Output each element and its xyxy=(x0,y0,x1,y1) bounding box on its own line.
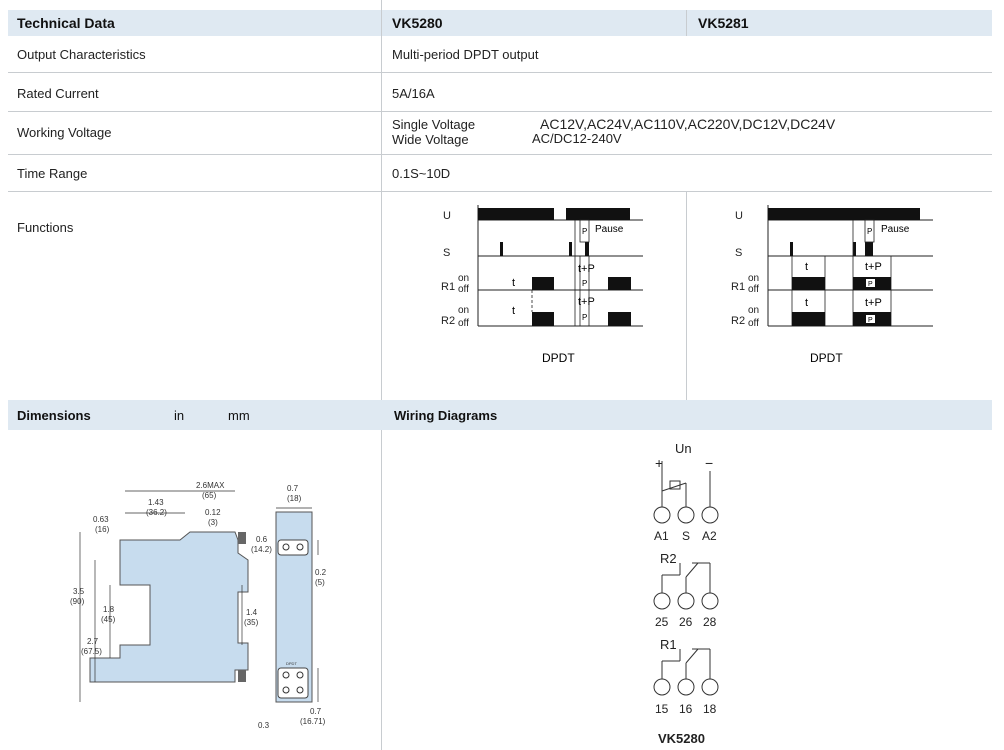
dimensions-in-label: in xyxy=(174,408,185,423)
timing-r1-tp: t+P xyxy=(865,261,882,273)
rated-current-label: Rated Current xyxy=(17,86,99,101)
row-divider xyxy=(8,72,992,73)
time-range-value: 0.1S~10D xyxy=(392,166,451,181)
dim-143: 1.43 xyxy=(148,498,164,507)
single-voltage-label: Single Voltage xyxy=(392,117,476,132)
dimensions-mm-label: mm xyxy=(228,408,250,423)
dim-06: 0.6 xyxy=(256,535,268,544)
dim-26: 2.6MAX xyxy=(196,481,225,490)
model-vk5280-label: VK5280 xyxy=(392,15,443,31)
wiring-plus-label: + xyxy=(655,455,664,471)
timing-r2-t: t xyxy=(512,305,516,317)
wide-voltage-label: Wide Voltage xyxy=(392,132,469,147)
dim-18: 1.8 xyxy=(103,605,115,614)
single-voltage-value: AC12V,AC24V,AC110V,AC220V,DC12V,DC24V xyxy=(540,116,836,132)
dimensions-title: Dimensions xyxy=(17,408,91,423)
timing-r2-off-label: off xyxy=(458,318,469,329)
dim-07amm: (18) xyxy=(287,494,302,503)
functions-divider xyxy=(686,191,687,400)
header-divider-2 xyxy=(686,10,687,36)
dim-02mm: (5) xyxy=(315,578,325,587)
terminal-26: 26 xyxy=(679,615,693,629)
dim-012: 0.12 xyxy=(205,508,221,517)
technical-data-title: Technical Data xyxy=(17,15,115,31)
dim-063: 0.63 xyxy=(93,515,109,524)
row-divider xyxy=(8,154,992,155)
terminal-25: 25 xyxy=(655,615,669,629)
timing-diagram-vk5281 xyxy=(715,200,945,370)
terminal-s: S xyxy=(682,529,691,543)
timing-r1-on-label: on xyxy=(748,273,760,284)
timing-r2-tp: t+P xyxy=(578,296,595,308)
timing-r1-tp: t+P xyxy=(578,263,595,275)
dim-03: 0.3 xyxy=(258,721,270,730)
terminal-a2: A2 xyxy=(702,529,717,543)
timing-r2-label: R2 xyxy=(441,315,456,327)
timing-pause-p: P xyxy=(582,227,588,236)
dim-26mm: (65) xyxy=(202,491,217,500)
timing-r2-on-label: on xyxy=(748,305,760,316)
time-range-label: Time Range xyxy=(17,166,88,181)
timing-r2-label: R2 xyxy=(731,315,746,327)
timing-pause-label: Pause xyxy=(881,224,910,235)
timing-s-label: S xyxy=(443,247,451,259)
timing-caption-vk5280: DPDT xyxy=(542,351,575,365)
timing-r2-on-label: on xyxy=(458,305,470,316)
dim-27: 2.7 xyxy=(87,637,99,646)
dim-06mm: (14.2) xyxy=(251,545,272,554)
output-characteristics-value: Multi-period DPDT output xyxy=(392,47,539,62)
timing-pause-label: Pause xyxy=(595,224,624,235)
row-divider xyxy=(8,111,992,112)
timing-u-label: U xyxy=(735,210,743,222)
timing-r1-off-label: off xyxy=(748,284,759,295)
timing-r1-on-label: on xyxy=(458,273,470,284)
wiring-minus-label: − xyxy=(705,455,714,471)
terminal-28: 28 xyxy=(703,615,717,629)
timing-r2-off-label: off xyxy=(748,318,759,329)
dimensions-wiring-header xyxy=(8,400,992,430)
wiring-un-label: Un xyxy=(675,441,692,456)
timing-r2-t: t xyxy=(805,297,809,309)
wide-voltage-value: AC/DC12-240V xyxy=(532,131,622,146)
timing-r1-t: t xyxy=(512,277,516,289)
dim-07b: 0.7 xyxy=(310,707,322,716)
dim-face-label: DPDT xyxy=(286,661,297,666)
dim-07bmm: (16.71) xyxy=(300,717,326,726)
timing-pause-p: P xyxy=(867,227,873,236)
wiring-model-label: VK5280 xyxy=(658,731,705,746)
terminal-15: 15 xyxy=(655,702,669,716)
dim-35: 3.5 xyxy=(73,587,85,596)
model-vk5281-label: VK5281 xyxy=(698,15,749,31)
dim-35mm: (90) xyxy=(70,597,85,606)
dimensions-drawing xyxy=(60,470,360,740)
dim-27mm: (67.5) xyxy=(81,647,102,656)
relay-r1-label: R1 xyxy=(660,637,677,652)
timing-s-label: S xyxy=(735,247,743,259)
timing-r2-tp: t+P xyxy=(865,297,882,309)
dim-07a: 0.7 xyxy=(287,484,299,493)
dim-14: 1.4 xyxy=(246,608,258,617)
timing-r1-off-label: off xyxy=(458,284,469,295)
timing-r1-t: t xyxy=(805,261,809,273)
functions-label: Functions xyxy=(17,220,74,235)
dim-063mm: (16) xyxy=(95,525,110,534)
technical-data-header xyxy=(8,10,992,36)
wiring-diagram xyxy=(620,435,770,750)
timing-r1-p: P xyxy=(868,281,873,288)
row-divider xyxy=(8,191,992,192)
output-characteristics-label: Output Characteristics xyxy=(17,47,146,62)
dim-012mm: (3) xyxy=(208,518,218,527)
terminal-18: 18 xyxy=(703,702,717,716)
dim-143mm: (36.2) xyxy=(146,508,167,517)
timing-u-label: U xyxy=(443,210,451,222)
dim-18mm: (45) xyxy=(101,615,116,624)
timing-caption-vk5281: DPDT xyxy=(810,351,843,365)
terminal-a1: A1 xyxy=(654,529,669,543)
working-voltage-label: Working Voltage xyxy=(17,125,112,140)
rated-current-value: 5A/16A xyxy=(392,86,435,101)
relay-r2-label: R2 xyxy=(660,551,677,566)
timing-r1-label: R1 xyxy=(441,281,456,293)
terminal-16: 16 xyxy=(679,702,693,716)
dim-02: 0.2 xyxy=(315,568,327,577)
timing-diagram-vk5280 xyxy=(425,200,655,370)
column-divider xyxy=(381,36,382,750)
wiring-diagrams-title: Wiring Diagrams xyxy=(394,408,498,423)
timing-r2-p: P xyxy=(868,317,873,324)
timing-r1-p: P xyxy=(582,279,588,288)
dim-14mm: (35) xyxy=(244,618,259,627)
timing-r2-p: P xyxy=(582,313,588,322)
header-divider-1 xyxy=(381,0,382,36)
timing-r1-label: R1 xyxy=(731,281,746,293)
